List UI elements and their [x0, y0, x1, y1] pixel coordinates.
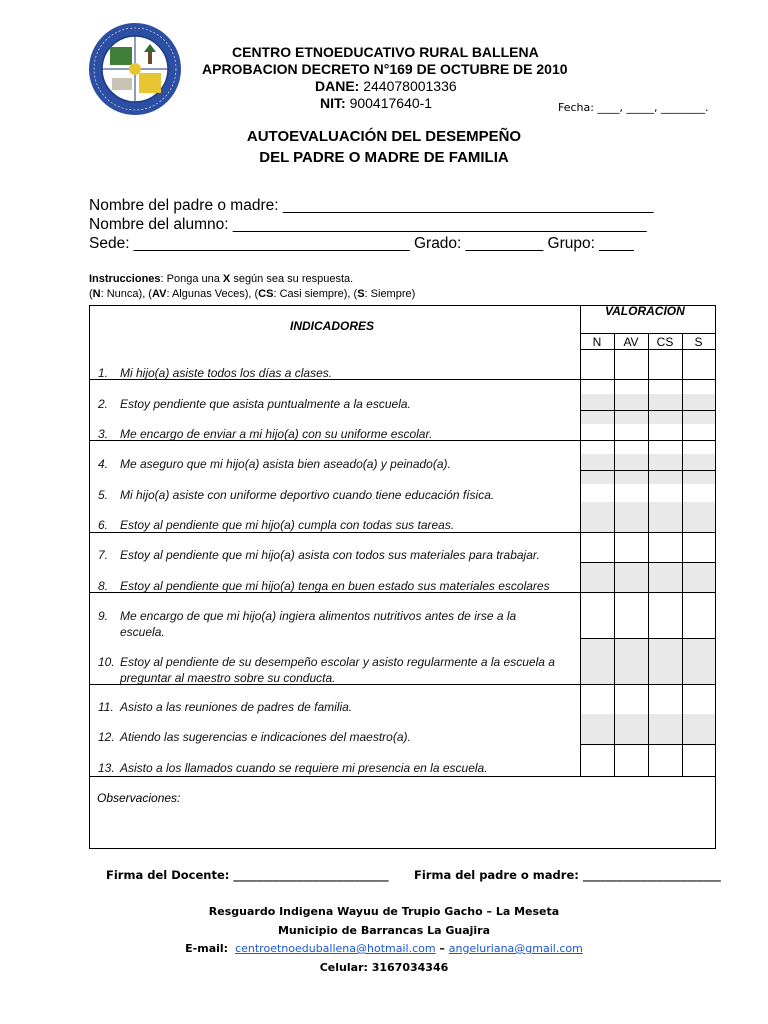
footer-email-line: E-mail: centroetnoeduballena@hotmail.com – angeluriana@gmail.com	[185, 942, 583, 955]
school-name: CENTRO ETNOEDUCATIVO RURAL BALLENA	[232, 44, 539, 60]
col-header-n: N	[592, 335, 602, 349]
grid-line	[648, 333, 649, 776]
email-label: E-mail:	[185, 942, 229, 955]
dane-value: 244078001336	[363, 78, 457, 94]
grid-line	[90, 776, 715, 777]
rating-header: VALORACION	[605, 304, 685, 318]
evaluation-table: INDICADORES VALORACION N AV CS S 1. Mi hijo(a) asiste todos los días a clases. 2. Estoy pendiente que asista puntualmente a la escuela. 3. Me encargo de enviar a mi hijo(a) con su uniforme escolar. 4. Me aseguro que mi hijo(a) asista bien aseado(a) y peinado(a). 5. Mi hijo(a) asiste con uniforme deportivo cuando tiene educación física. 6. Estoy al pendiente que mi hijo(a) cumpla con todas sus tareas. 7. Estoy al pendiente que mi hijo(a) asista con todos sus materiales para trabajar. 8. Estoy al pendiente que mi hijo(a) tenga en buen estado sus materiales escolares 9. Me encargo de que mi hijo(a) ingiera alimentos nutritivos antes de irse a la escuela. 10. Estoy al pendiente de su desempeño escolar y asisto regularmente a la escuela a preguntar al maestro sobre su conducta. 11. Asisto a las reuniones de padres de familia. 12. Atiendo las sugerencias e indicaciones del maestro(a). 13. Asisto a los llamados cuando se requiere mi presencia en la escuela. Observaciones:	[89, 305, 716, 849]
date-field: Fecha: ____, _____, ________.	[558, 101, 709, 114]
instructions-label: Instrucciones	[89, 273, 161, 285]
mark-symbol: X	[222, 273, 231, 285]
col-header-av: AV	[623, 335, 639, 349]
student-name-field: Nombre del alumno: ________________________________________________	[89, 216, 647, 233]
grid-line	[614, 333, 615, 776]
site-grade-group-field: Sede: ________________________________ Grado: _________ Grupo: ____	[89, 235, 634, 252]
grid-line	[580, 333, 715, 334]
footer-location: Resguardo Indigena Wayuu de Trupio Gacho – La Meseta	[208, 905, 560, 918]
observations-label: Observaciones:	[97, 791, 181, 805]
grid-line	[580, 638, 715, 639]
form-title-line2: DEL PADRE O MADRE DE FAMILIA	[259, 149, 509, 166]
form-title-line1: AUTOEVALUACIÓN DEL DESEMPEÑO	[246, 128, 522, 145]
indicators-header: INDICADORES	[290, 319, 375, 333]
grid-line	[580, 562, 715, 563]
grid-line	[580, 470, 715, 471]
grid-line	[580, 410, 715, 411]
col-header-cs: CS	[656, 335, 674, 349]
grid-line	[580, 744, 715, 745]
email-link-personal[interactable]: angeluriana@gmail.com	[448, 942, 583, 955]
decree-line: APROBACION DECRETO N°169 DE OCTUBRE DE 2010	[202, 61, 568, 77]
col-header-s: S	[694, 335, 703, 349]
footer-municipality: Municipio de Barrancas La Guajira	[277, 924, 491, 937]
instructions-legend: (N: Nunca), (AV: Algunas Veces), (CS: Casi siempre), (S: Siempre)	[89, 288, 416, 300]
nit-value: 900417640-1	[349, 95, 433, 111]
grid-line	[682, 333, 683, 776]
dane-line	[315, 78, 457, 95]
instructions-line1: Instrucciones: Ponga una X según sea su respuesta.	[89, 273, 354, 285]
footer-phone: Celular: 3167034346	[319, 961, 449, 974]
nit-label: NIT:	[320, 95, 346, 111]
grid-line	[580, 306, 581, 776]
dane-label: DANE:	[315, 78, 360, 94]
grid-line	[580, 349, 715, 350]
nit-line	[320, 95, 432, 112]
school-logo	[88, 22, 182, 116]
parent-signature-line: Firma del padre o madre: ________________________	[414, 868, 721, 882]
teacher-signature-line: Firma del Docente: ___________________________	[106, 868, 389, 882]
school-seal-graphic	[88, 22, 182, 116]
parent-name-field: Nombre del padre o madre: ___________________________________________	[89, 197, 654, 214]
email-link-school[interactable]: centroetnoeduballena@hotmail.com	[235, 942, 436, 955]
